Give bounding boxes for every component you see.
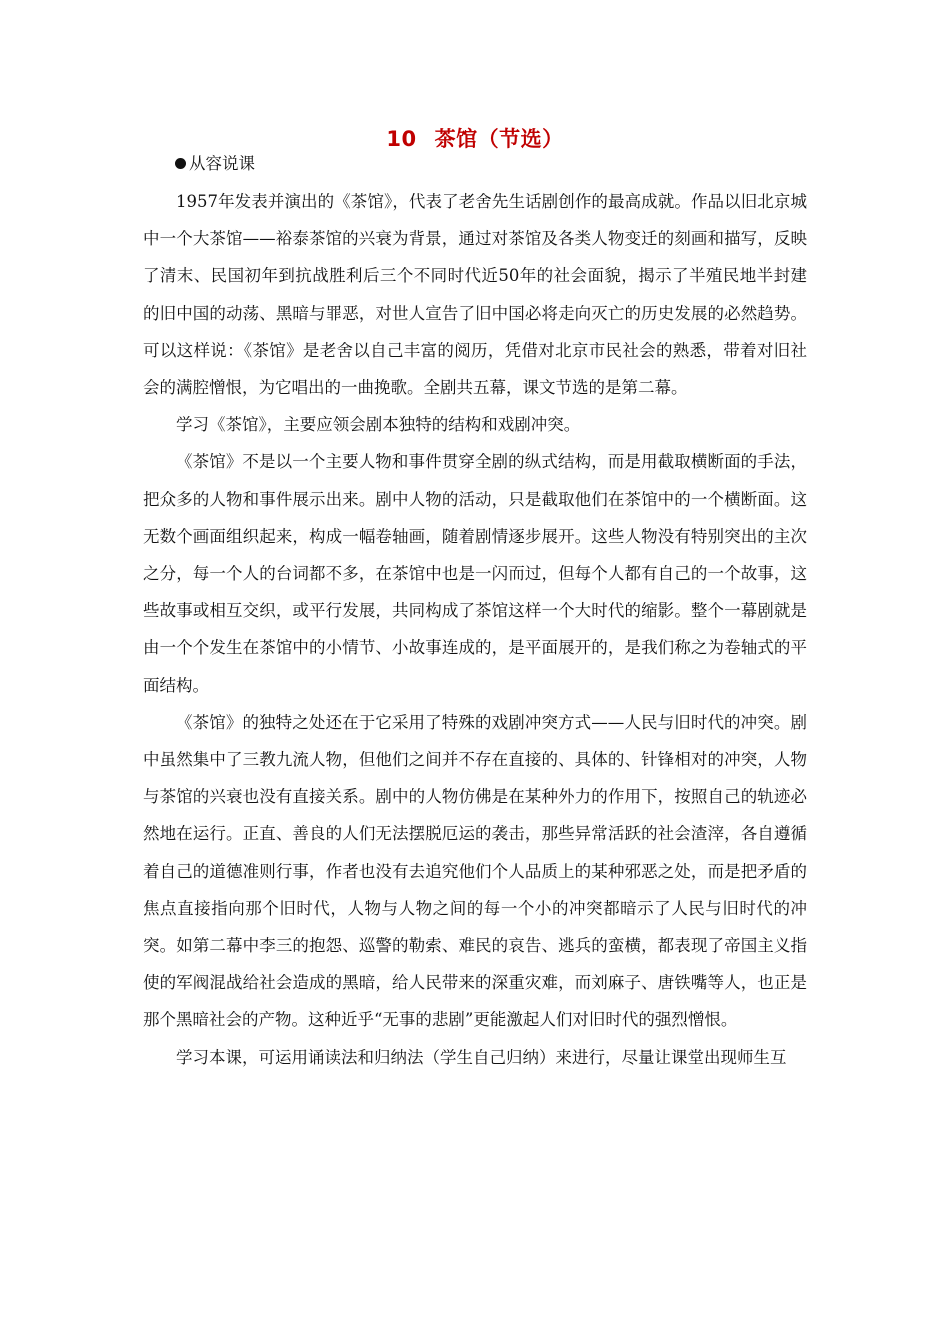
body-text: [143, 183, 807, 1076]
lesson-title-text: 茶馆（节选）: [434, 127, 564, 151]
section-heading: [175, 152, 255, 176]
paragraph: 《茶馆》的独特之处还在于它采用了特殊的戏剧冲突方式——人民与旧时代的冲突。剧中虽然集中了三教九流人物，但他们之间并不存在直接的、具体的、针锋相对的冲突，人物与茶馆的兴衰也没有直接关系。剧中的人物仿佛是在某种外力的作用下，按照自己的轨迹必然地在运行。正直、善良的人们无法摆脱厄运的袭击，那些异常活跃的社会渣滓，各自遵循着自己的道德准则行事，作者也没有去追究他们个人品质上的某种邪恶之处，而是把矛盾的焦点直接指向那个旧时代，人物与人物之间的每一个小的冲突都暗示了人民与旧时代的冲突。如第二幕中李三的抱怨、巡警的勒索、难民的哀告、逃兵的蛮横，都表现了帝国主义指使的军阀混战给社会造成的黑暗，给人民带来的深重灾难，而刘麻子、唐铁嘴等人，也正是那个黑暗社会的产物。这种近乎“无事的悲剧”更能激起人们对旧时代的强烈憎恨。: [143, 712, 807, 1030]
section-heading-text: 从容说课: [189, 154, 255, 173]
paragraph: 1957年发表并演出的《茶馆》，代表了老舍先生话剧创作的最高成就。作品以旧北京城中一个大茶馆——裕泰茶馆的兴衰为背景，通过对茶馆及各类人物变迁的刻画和描写，反映了清末、民国初年到抗战胜利后三个不同时代近50年的社会面貌，揭示了半殖民地半封建的旧中国的动荡、黑暗与罪恶，对世人宣告了旧中国必将走向灭亡的历史发展的必然趋势。可以这样说：《茶馆》是老舍以自己丰富的阅历，凭借对北京市民社会的熟悉，带着对旧社会的满腔憎恨，为它唱出的一曲挽歌。全剧共五幕，课文节选的是第二幕。: [143, 192, 807, 398]
paragraph: 学习本课，可运用诵读法和归纳法（学生自己归纳）来进行，尽量让课堂出现师生互: [176, 1047, 787, 1067]
paragraph: 学习《茶馆》，主要应领会剧本独特的结构和戏剧冲突。: [176, 415, 581, 435]
lesson-number: 10: [386, 127, 417, 151]
bullet-icon: [175, 158, 186, 169]
paragraph: 《茶馆》不是以一个主要人物和事件贯穿全剧的纵式结构，而是用截取横断面的手法，把众多的人物和事件展示出来。剧中人物的活动，只是截取他们在茶馆中的一个横断面。这无数个画面组织起来，构成一幅卷轴画，随着剧情逐步展开。这些人物没有特别突出的主次之分，每一个人的台词都不多，在茶馆中也是一闪而过，但每个人都有自己的一个故事，这些故事或相互交织，或平行发展，共同构成了茶馆这样一个大时代的缩影。整个一幕剧就是由一个个发生在茶馆中的小情节、小故事连成的，是平面展开的，是我们称之为卷轴式的平面结构。: [143, 452, 807, 695]
lesson-title: [0, 125, 950, 153]
